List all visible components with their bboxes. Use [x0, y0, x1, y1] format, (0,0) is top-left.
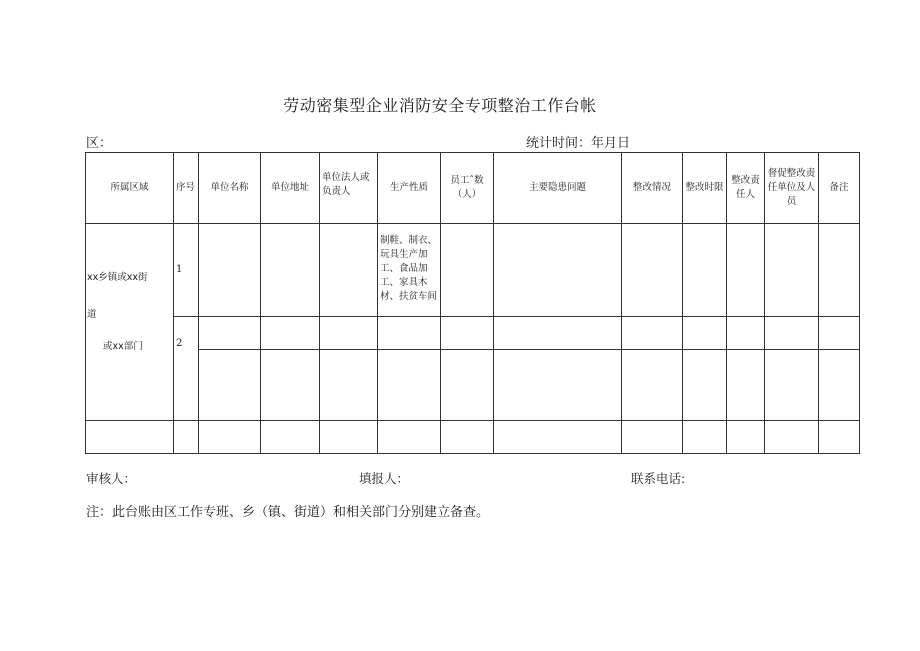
cell — [819, 421, 860, 454]
header-seq: 序号 — [174, 153, 199, 224]
header-hazards: 主要隐患问题 — [494, 153, 622, 224]
header-remarks: 备注 — [819, 153, 860, 224]
cell — [622, 350, 683, 421]
cell — [441, 350, 494, 421]
cell — [378, 350, 441, 421]
cell — [199, 421, 261, 454]
cell — [727, 317, 765, 350]
row-seq: 1 — [174, 224, 199, 317]
reviewer-label: 审核人： — [86, 471, 137, 486]
cell — [441, 317, 494, 350]
cell — [622, 224, 683, 317]
cell — [819, 350, 860, 421]
cell — [683, 317, 727, 350]
header-rectify-deadline: 整改时限 — [683, 153, 727, 224]
cell — [683, 421, 727, 454]
cell — [378, 421, 441, 454]
region-label: 区： — [86, 136, 113, 151]
cell — [441, 421, 494, 454]
cell — [765, 317, 819, 350]
cell — [683, 350, 727, 421]
cell — [819, 317, 860, 350]
cell — [199, 317, 261, 350]
cell — [378, 317, 441, 350]
cell — [261, 350, 320, 421]
header-supervise: 督促整改责任单位及人员 — [765, 153, 819, 224]
phone-label: 联系电话: — [631, 471, 686, 486]
production-nature-cell: 制鞋、制衣、玩具生产加工、食品加工、家具木材、扶贫车间 — [378, 224, 441, 317]
cell — [320, 421, 378, 454]
row-seq: 2 — [174, 317, 199, 421]
cell — [819, 224, 860, 317]
document-title: 劳动密集型企业消防安全专项整治工作台帐 — [283, 96, 597, 115]
cell — [261, 317, 320, 350]
cell — [441, 224, 494, 317]
header-area: 所属区域 — [86, 153, 174, 224]
cell — [320, 317, 378, 350]
cell — [86, 421, 174, 454]
area-line: 或xx部门 — [103, 341, 143, 352]
cell — [320, 350, 378, 421]
cell — [683, 224, 727, 317]
cell — [320, 224, 378, 317]
header-unit-address: 单位地址 — [261, 153, 320, 224]
area-cell — [86, 224, 174, 421]
area-line: 道 — [87, 309, 97, 320]
cell — [494, 350, 622, 421]
cell — [261, 421, 320, 454]
cell — [261, 224, 320, 317]
cell — [765, 421, 819, 454]
cell — [494, 317, 622, 350]
header-employees: 员工ˆ数（人） — [441, 153, 494, 224]
cell — [727, 421, 765, 454]
cell — [199, 350, 261, 421]
cell — [199, 224, 261, 317]
stat-time-label: 统计时间：年月日 — [526, 136, 631, 151]
header-unit-name: 单位名称 — [199, 153, 261, 224]
cell — [727, 224, 765, 317]
filler-label: 填报人： — [359, 471, 410, 486]
header-rectify-status: 整改情况 — [622, 153, 683, 224]
cell — [765, 224, 819, 317]
header-production-nature: 生产性质 — [378, 153, 441, 224]
cell — [727, 350, 765, 421]
table-row — [86, 421, 860, 454]
cell — [174, 421, 199, 454]
header-legal-person: 单位法人或负责人 — [320, 153, 378, 224]
ledger-table — [85, 152, 860, 454]
table-row — [86, 224, 860, 317]
table-row — [86, 317, 860, 350]
cell — [622, 421, 683, 454]
area-line: xx乡镇或xx街 — [87, 272, 148, 283]
cell — [622, 317, 683, 350]
cell — [765, 350, 819, 421]
header-rectify-person: 整改责任人 — [727, 153, 765, 224]
cell — [494, 421, 622, 454]
table-row — [86, 350, 860, 421]
header-row — [86, 153, 860, 224]
cell — [494, 224, 622, 317]
footnote: 注：此台账由区工作专班、乡（镇、街道）和相关部门分别建立备查。 — [86, 505, 490, 520]
